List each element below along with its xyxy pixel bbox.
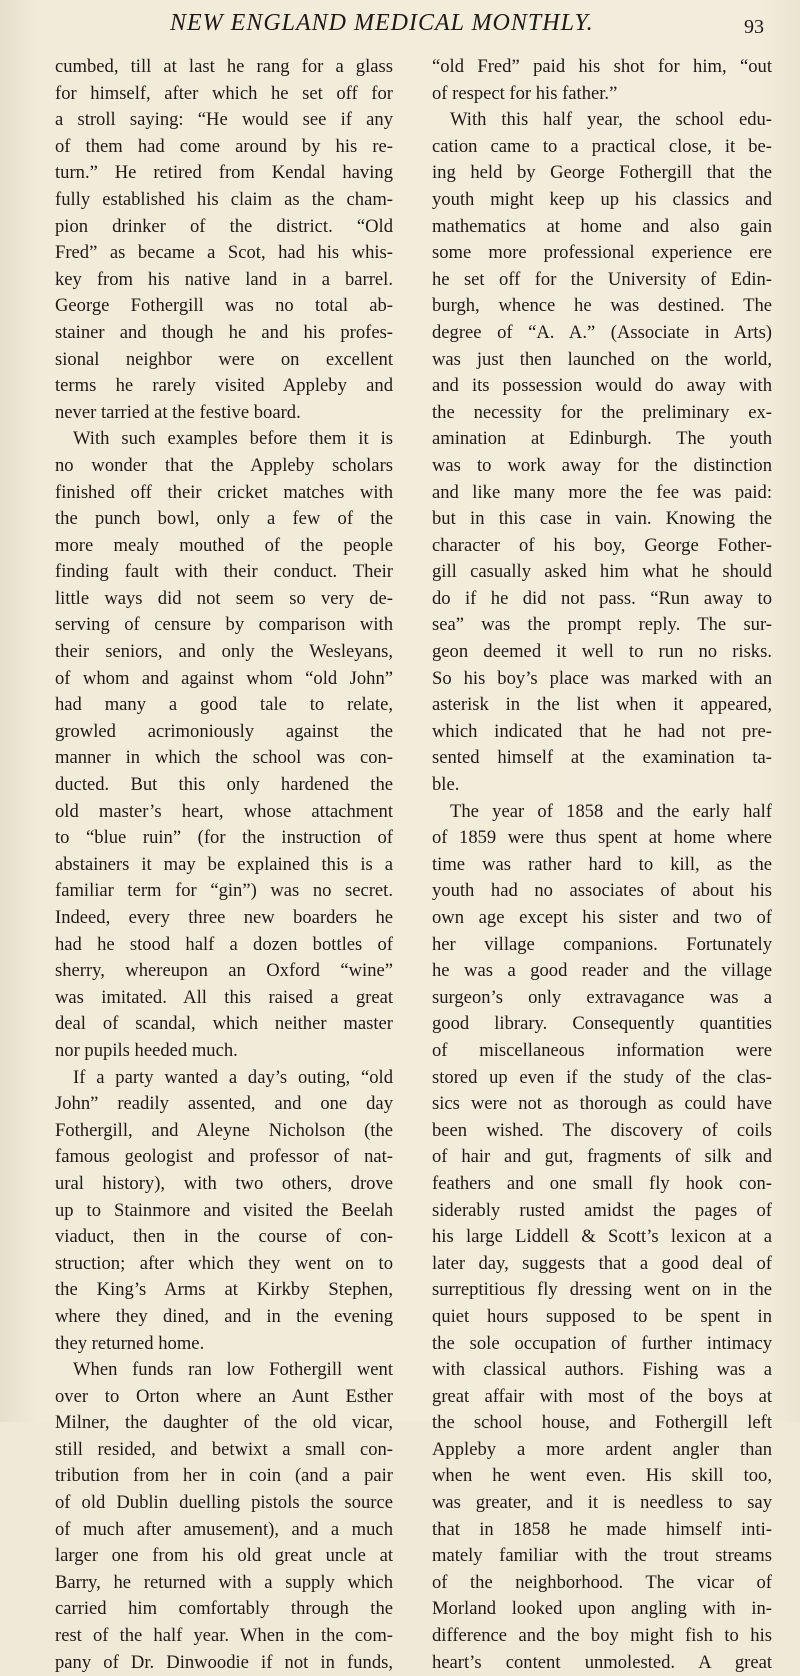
text-line: Milner, the daughter of the old vicar, [55,1412,393,1434]
text-line: viaduct, then in the course of con- [55,1226,393,1248]
text-line: little ways did not seem so very de- [55,587,393,609]
text-line: he set off for the University of Edin- [432,268,772,290]
text-line: for himself, after which he set off for [55,82,393,104]
text-line: over to Orton where an Aunt Esther [55,1385,393,1407]
text-line: which indicated that he had not pre- [432,720,772,742]
text-line: of old Dublin duelling pistols the source [55,1492,393,1514]
text-line: geon deemed it well to run no risks. [432,641,772,663]
text-line: the punch bowl, only a few of the [55,508,393,530]
text-line: they returned home. [55,1332,205,1354]
text-line: ble. [432,774,460,796]
text-line: some more professional experience ere [432,242,772,264]
text-line: feathers and one small fly hook con- [432,1172,772,1194]
page-number: 93 [744,16,764,38]
text-line: sea” was the prompt reply. The sur- [432,614,772,636]
text-line: When funds ran low Fothergill went [73,1359,393,1381]
text-line: time was rather hard to kill, as the [432,853,772,875]
text-line: the school house, and Fothergill left [432,1412,772,1434]
text-line: rest of the half year. When in the com- [55,1625,393,1647]
text-line: finding fault with their conduct. Their [55,561,393,583]
text-line: surreptitious fly dressing went on in the [432,1279,772,1301]
text-line: ing held by George Fothergill that the [432,162,772,184]
text-line: With such examples before them it is [73,428,393,450]
text-line: stored up even if the study of the clas- [432,1066,772,1088]
text-line: had many a good tale to relate, [55,694,393,716]
text-line: her village companions. Fortunately [432,933,772,955]
text-line: Appleby a more ardent angler than [432,1438,772,1460]
text-line: to “blue ruin” (for the instruction of [55,827,393,849]
text-line: had he stood half a dozen bottles of [55,933,393,955]
text-line: their seniors, and only the Wesleyans, [55,641,393,663]
text-line: struction; after which they went on to [55,1252,393,1274]
text-line: gill casually asked him what he should [432,561,772,583]
text-line: abstainers it may be explained this is a [55,853,393,875]
text-line: terms he rarely visited Appleby and [55,375,393,397]
text-line: never tarried at the festive board. [55,401,301,423]
text-line: when he went even. His skill too, [432,1465,772,1487]
text-line: the King’s Arms at Kirkby Stephen, [55,1279,393,1301]
text-line: finished off their cricket matches with [55,481,393,503]
text-line: was to work away for the distinction [432,454,772,476]
text-line: later day, suggests that a good deal of [432,1252,772,1274]
text-line: of respect for his father.” [432,82,618,104]
text-line: carried him comfortably through the [55,1598,393,1620]
text-line: pion drinker of the district. “Old [55,215,393,237]
text-line: famous geologist and professor of nat- [55,1146,393,1168]
text-line: his large Liddell & Scott’s lexicon at a [432,1226,772,1248]
text-line: turn.” He retired from Kendal having [55,162,393,184]
text-line: of 1859 were thus spent at home where [432,827,772,849]
text-line: sented himself at the examination ta- [432,747,772,769]
text-line: of miscellaneous information were [432,1039,772,1061]
text-line: quiet hours supposed to be spent in [432,1305,772,1327]
text-line: was imitated. All this raised a great [55,986,393,1008]
text-line: With this half year, the school edu- [450,109,772,131]
text-line: but in this case in vain. Knowing the [432,508,772,530]
text-line: sics were not as thorough as could have [432,1093,772,1115]
text-line: siderably rusted amidst the pages of [432,1199,772,1221]
text-line: been wished. The discovery of coils [432,1119,772,1141]
text-line: of the neighborhood. The vicar of [432,1571,772,1593]
text-line: great affair with most of the boys at [432,1385,772,1407]
page-header [0,10,800,50]
text-line: ducted. But this only hardened the [55,774,393,796]
text-line: was greater, and it is needless to say [432,1492,772,1514]
text-line: youth might keep up his classics and [432,188,772,210]
right-text-column [432,54,772,1676]
text-line: of much after amusement), and a much [55,1518,393,1540]
text-line: Fred” as became a Scot, had his whis- [55,242,393,264]
text-line: mately familiar with the trout streams [432,1545,772,1567]
text-line: heart’s content unmolested. A great [432,1651,772,1673]
text-line: degree of “A. A.” (Associate in Arts) [432,321,772,343]
text-line: Barry, he returned with a supply which [55,1571,393,1593]
text-line: of hair and gut, fragments of silk and [432,1146,772,1168]
text-line: of whom and against whom “old John” [55,667,393,689]
text-line: was just then launched on the world, [432,348,772,370]
text-line: and like many more the fee was paid: [432,481,772,503]
text-line: that in 1858 he made himself inti- [432,1518,772,1540]
text-line: ural history), with two others, drove [55,1172,393,1194]
text-line: key from his native land in a barrel. [55,268,393,290]
text-line: difference and the boy might fish to his [432,1625,772,1647]
text-line: own age except his sister and two of [432,907,772,928]
text-line: familiar term for “gin”) was no secret. [55,880,393,902]
text-line: the sole occupation of further intimacy [432,1332,772,1354]
text-line: old master’s heart, whose attachment [55,800,393,822]
text-line: with classical authors. Fishing was a [432,1359,772,1381]
text-line: nor pupils heeded much. [55,1039,238,1061]
text-line: no wonder that the Appleby scholars [55,454,393,476]
text-line: where they dined, and in the evening [55,1305,393,1327]
text-line: deal of scandal, which neither master [55,1013,393,1035]
text-line: So his boy’s place was marked with an [432,667,772,689]
text-line: burgh, whence he was destined. The [432,295,772,317]
text-line: and its possession would do away with [432,375,772,397]
text-line: do if he did not pass. “Run away to [432,587,772,609]
left-text-column [55,54,393,1676]
text-line: sherry, whereupon an Oxford “wine” [55,960,393,982]
text-line: The year of 1858 and the early half [450,800,772,822]
text-line: Fothergill, and Aleyne Nicholson (the [55,1119,393,1141]
text-line: character of his boy, George Fother- [432,534,772,556]
text-line: of them had come around by his re- [55,135,393,157]
text-line: pany of Dr. Dinwoodie if not in funds, [55,1651,393,1673]
text-line: sional neighbor were on excellent [55,348,393,370]
text-line: growled acrimoniously against the [55,720,393,742]
text-line: larger one from his old great uncle at [55,1545,393,1567]
text-line: youth had no associates of about his [432,880,772,902]
text-line: serving of censure by comparison with [55,614,393,636]
text-line: George Fothergill was no total ab- [55,295,393,317]
text-line: more mealy mouthed of the people [55,534,393,556]
text-line: a stroll saying: “He would see if any [55,109,393,131]
text-line: the necessity for the preliminary ex- [432,401,772,423]
text-line: manner in which the school was con- [55,747,393,769]
text-line: good library. Consequently quantities [432,1013,772,1035]
text-line: cation came to a practical close, it be- [432,135,772,157]
text-line: fully established his claim as the cham- [55,188,393,210]
text-line: stainer and though he and his profes- [55,321,393,343]
running-title: NEW ENGLAND MEDICAL MONTHLY. [170,10,594,36]
text-line: Morland looked upon angling with in- [432,1598,772,1620]
text-line: surgeon’s only extravagance was a [432,986,772,1008]
text-line: amination at Edinburgh. The youth [432,428,772,450]
text-line: “old Fred” paid his shot for him, “out [432,56,772,77]
text-line: If a party wanted a day’s outing, “old [73,1066,393,1088]
text-line: mathematics at home and also gain [432,215,772,237]
text-line: asterisk in the list when it appeared, [432,694,772,716]
text-line: John” readily assented, and one day [55,1093,393,1115]
text-line: up to Stainmore and visited the Beelah [55,1199,393,1221]
text-line: he was a good reader and the village [432,960,772,982]
text-line: cumbed, till at last he rang for a glass [55,56,393,77]
text-line: Indeed, every three new boarders he [55,907,393,928]
text-line: tribution from her in coin (and a pair [55,1465,393,1487]
text-line: still resided, and betwixt a small con- [55,1438,393,1460]
